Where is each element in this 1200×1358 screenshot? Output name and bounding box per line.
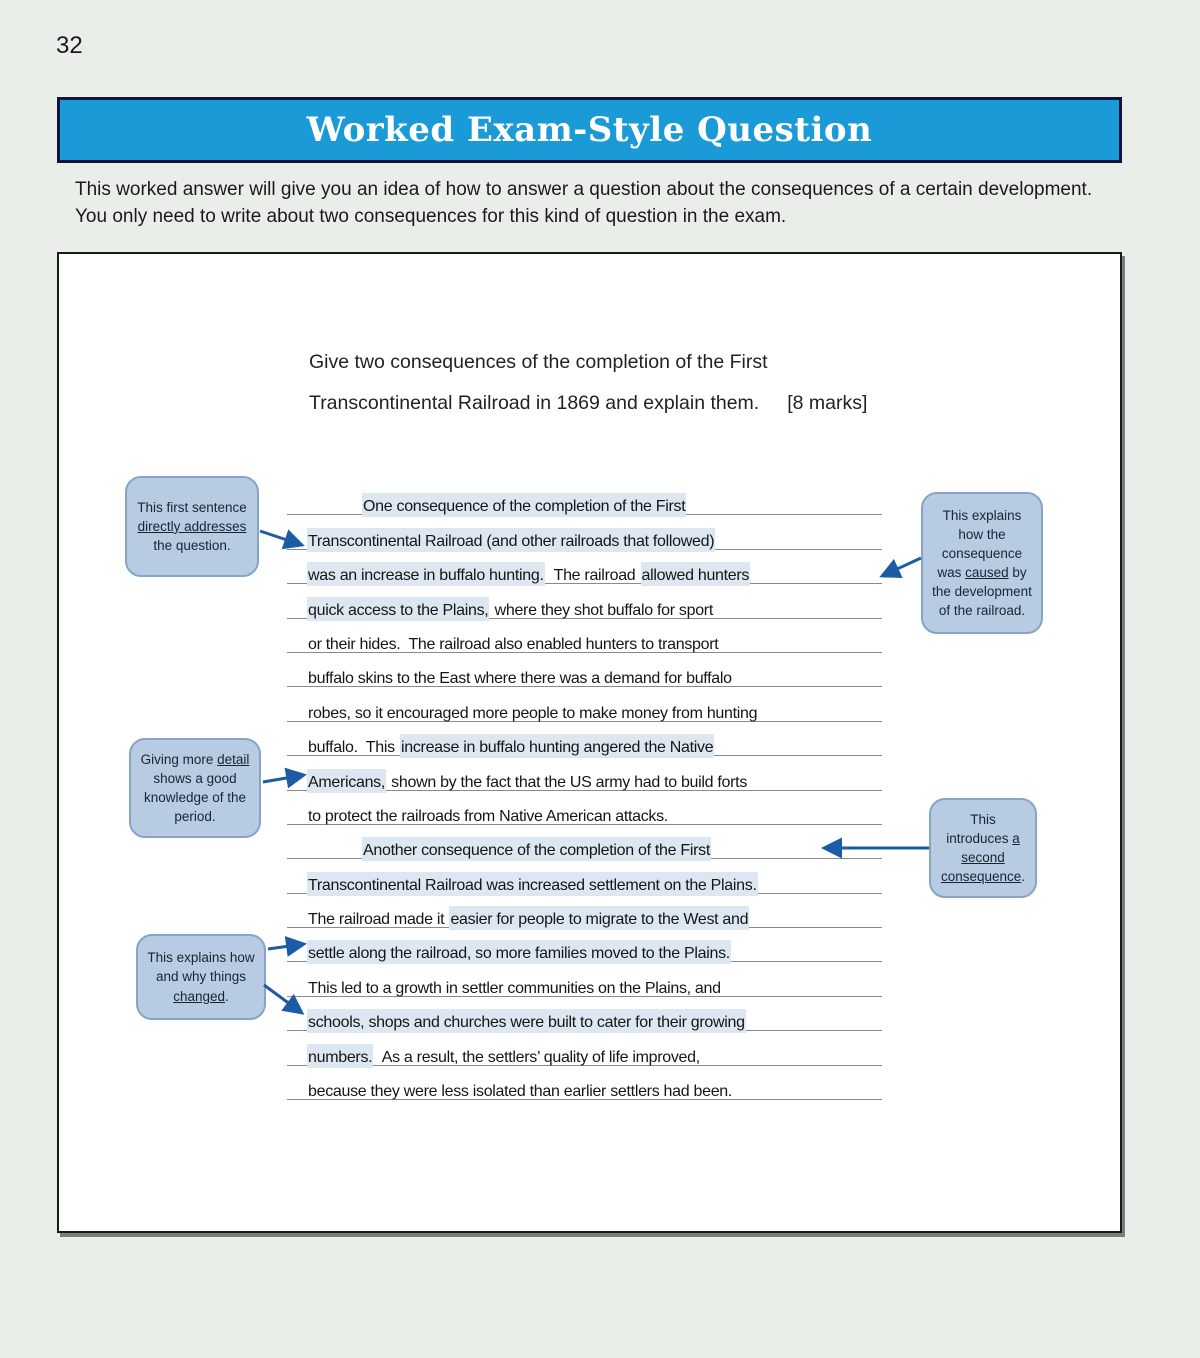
answer-line	[287, 550, 882, 584]
answer-line	[287, 584, 882, 618]
answer-segment: This led to a growth in settler communities on the Plains, and	[308, 979, 721, 997]
answer-segment-highlighted: Another consequence of the completion of the First	[362, 837, 711, 861]
callout-text: This introduces a second consequence.	[940, 811, 1026, 885]
callout-how-why-changed	[136, 934, 266, 1020]
answer-line	[287, 997, 882, 1031]
answer-line	[287, 928, 882, 962]
callout-text: This first sentence directly addresses the question.	[137, 499, 247, 554]
answer-segment-highlighted: easier for people to migrate to the West and	[449, 906, 749, 930]
question-line-2	[309, 383, 867, 424]
answer-segment: buffalo. This	[308, 739, 399, 757]
arrow-cause-explained	[882, 558, 921, 576]
callout-text: This explains how and why things changed.	[147, 950, 255, 1004]
callout-second-consequence	[929, 798, 1037, 898]
answer-segment-highlighted: schools, shops and churches were built to cater for their growing	[307, 1009, 746, 1033]
answer-segment-highlighted: Transcontinental Railroad was increased settlement on the Plains.	[307, 872, 758, 896]
answer-segment-highlighted: was an increase in buffalo hunting.	[307, 562, 545, 586]
callout-detail-knowledge	[129, 738, 261, 838]
answer-segment: where they shot buffalo for sport	[490, 601, 713, 619]
answer-line	[287, 791, 882, 825]
answer-segment-highlighted: allowed hunters	[641, 562, 751, 586]
answer-line	[287, 653, 882, 687]
banner	[57, 97, 1122, 163]
answer-segment-highlighted: numbers.	[307, 1044, 373, 1068]
worked-answer-box	[57, 252, 1122, 1233]
answer-segment: or their hides. The railroad also enabled hunters to transport	[308, 635, 719, 653]
marks-label: [8 marks]	[787, 392, 868, 414]
question-text	[309, 342, 867, 424]
answer-segment: As a result, the settlers’ quality of life improved,	[374, 1048, 700, 1066]
answer-segment: buffalo skins to the East where there was a demand for buffalo	[308, 670, 732, 688]
answer-line	[287, 825, 882, 859]
answer-segment-highlighted: increase in buffalo hunting angered the Native	[400, 734, 714, 758]
page-number: 32	[56, 32, 83, 59]
answer-segment-highlighted: One consequence of the completion of the First	[362, 493, 686, 517]
answer-segment-highlighted: settle along the railroad, so more families moved to the Plains.	[307, 940, 731, 964]
callout-text: Giving more detail shows a good knowledge of the period.	[140, 751, 250, 825]
question-line-1: Give two consequences of the completion of the First	[309, 351, 768, 373]
answer-line	[287, 962, 882, 996]
answer-line	[287, 859, 882, 893]
answer-line	[287, 756, 882, 790]
answer-segment: to protect the railroads from Native American attacks.	[308, 807, 668, 825]
answer-line	[287, 481, 882, 515]
answer-line	[287, 894, 882, 928]
answer-line	[287, 1066, 882, 1100]
callout-cause-explained	[921, 492, 1043, 634]
answer-segment: shown by the fact that the US army had to build forts	[387, 773, 748, 791]
intro-text: This worked answer will give you an idea of how to answer a question about the consequences of a certain development. You only need to write about two consequences for this kind of question in the exam.	[75, 179, 1103, 227]
answer-line	[287, 687, 882, 721]
answer-segment: robes, so it encouraged more people to make money from hunting	[308, 704, 758, 722]
answer-lines	[287, 481, 882, 1100]
answer-segment-highlighted: quick access to the Plains,	[307, 597, 489, 621]
banner-title: Worked Exam-Style Question	[306, 110, 873, 150]
answer-segment: The railroad made it	[308, 911, 449, 929]
callout-text: This explains how the consequence was caused by the development of the railroad.	[932, 507, 1032, 619]
answer-line	[287, 722, 882, 756]
question-line-2-text: Transcontinental Railroad in 1869 and explain them.	[309, 392, 760, 414]
callout-first-sentence	[125, 476, 259, 577]
answer-line	[287, 619, 882, 653]
answer-segment: because they were less isolated than earlier settlers had been.	[308, 1083, 733, 1101]
answer-segment: The railroad	[545, 567, 640, 585]
answer-line	[287, 515, 882, 549]
answer-line	[287, 1031, 882, 1065]
answer-segment-highlighted: Americans,	[307, 769, 386, 793]
answer-segment-highlighted: Transcontinental Railroad (and other railroads that followed)	[307, 528, 715, 552]
